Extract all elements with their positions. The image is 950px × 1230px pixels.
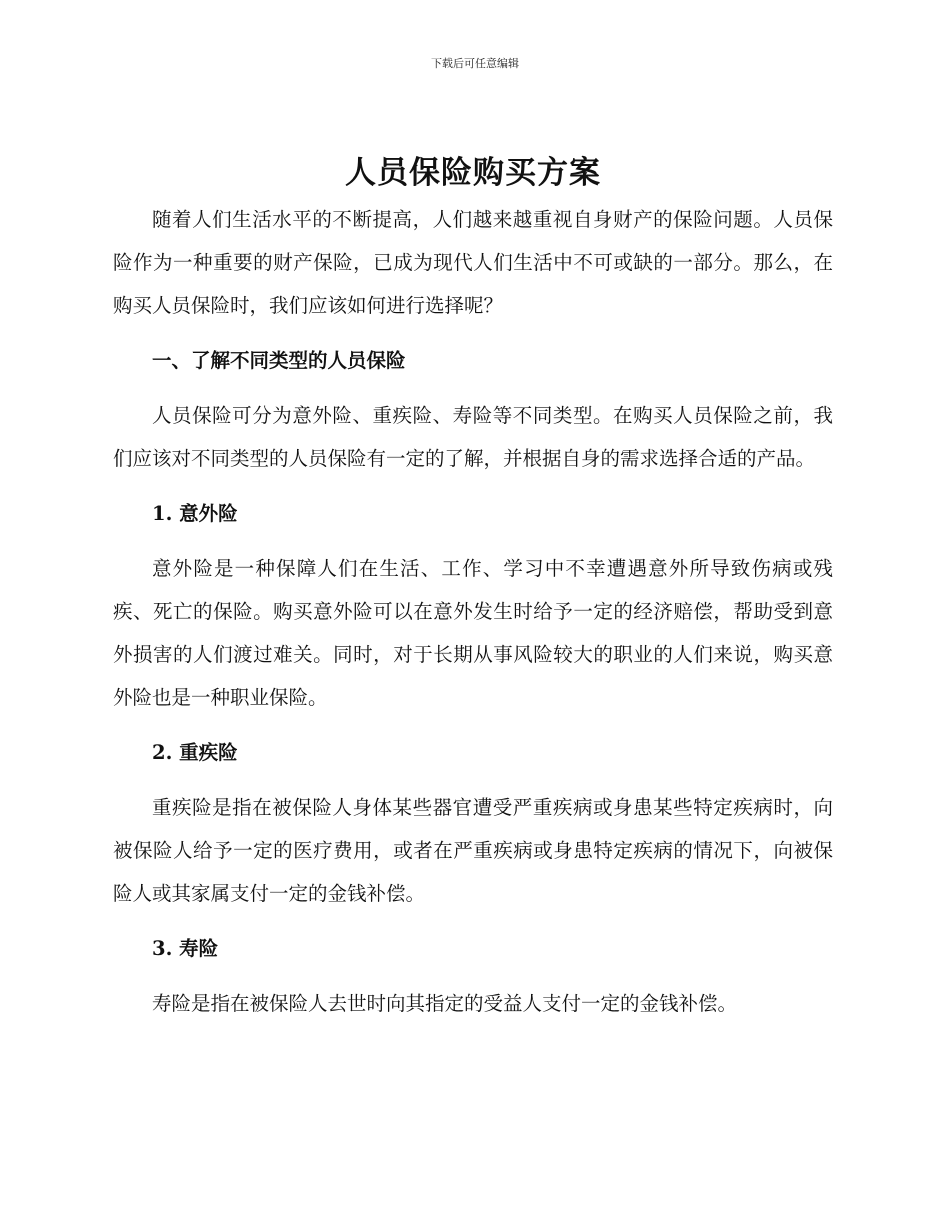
section-heading-types: 一、了解不同类型的人员保险 xyxy=(152,349,406,372)
document-title: 人员保险购买方案 xyxy=(345,155,601,191)
header-note: 下载后可任意编辑 xyxy=(431,57,519,70)
subheading-critical-illness: 2. 重疾险 xyxy=(152,741,238,764)
intro-paragraph: 随着人们生活水平的不断提高，人们越来越重视自身财产的保险问题。人员保险作为一种重要的财产保险，已成为现代人们生活中不可或缺的一部分。那么，在购买人员保险时，我们应该如何进行选择呢？ xyxy=(113,208,833,317)
paragraph-life: 寿险是指在被保险人去世时向其指定的受益人支付一定的金钱补偿。 xyxy=(152,992,738,1015)
document-body xyxy=(113,150,833,1025)
subheading-accident: 1. 意外险 xyxy=(152,502,238,525)
subheading-life: 3. 寿险 xyxy=(152,937,219,960)
paragraph-accident: 意外险是一种保障人们在生活、工作、学习中不幸遭遇意外所导致伤病或残疾、死亡的保险。购买意外险可以在意外发生时给予一定的经济赔偿，帮助受到意外损害的人们渡过难关。同时，对于长期从事风险较大的职业的人们来说，购买意外险也是一种职业保险。 xyxy=(113,557,833,709)
paragraph-critical-illness: 重疾险是指在被保险人身体某些器官遭受严重疾病或身患某些特定疾病时，向被保险人给予一定的医疗费用，或者在严重疾病或身患特定疾病的情况下，向被保险人或其家属支付一定的金钱补偿。 xyxy=(113,796,833,905)
section-paragraph-types: 人员保险可分为意外险、重疾险、寿险等不同类型。在购买人员保险之前，我们应该对不同类型的人员保险有一定的了解，并根据自身的需求选择合适的产品。 xyxy=(113,404,833,470)
